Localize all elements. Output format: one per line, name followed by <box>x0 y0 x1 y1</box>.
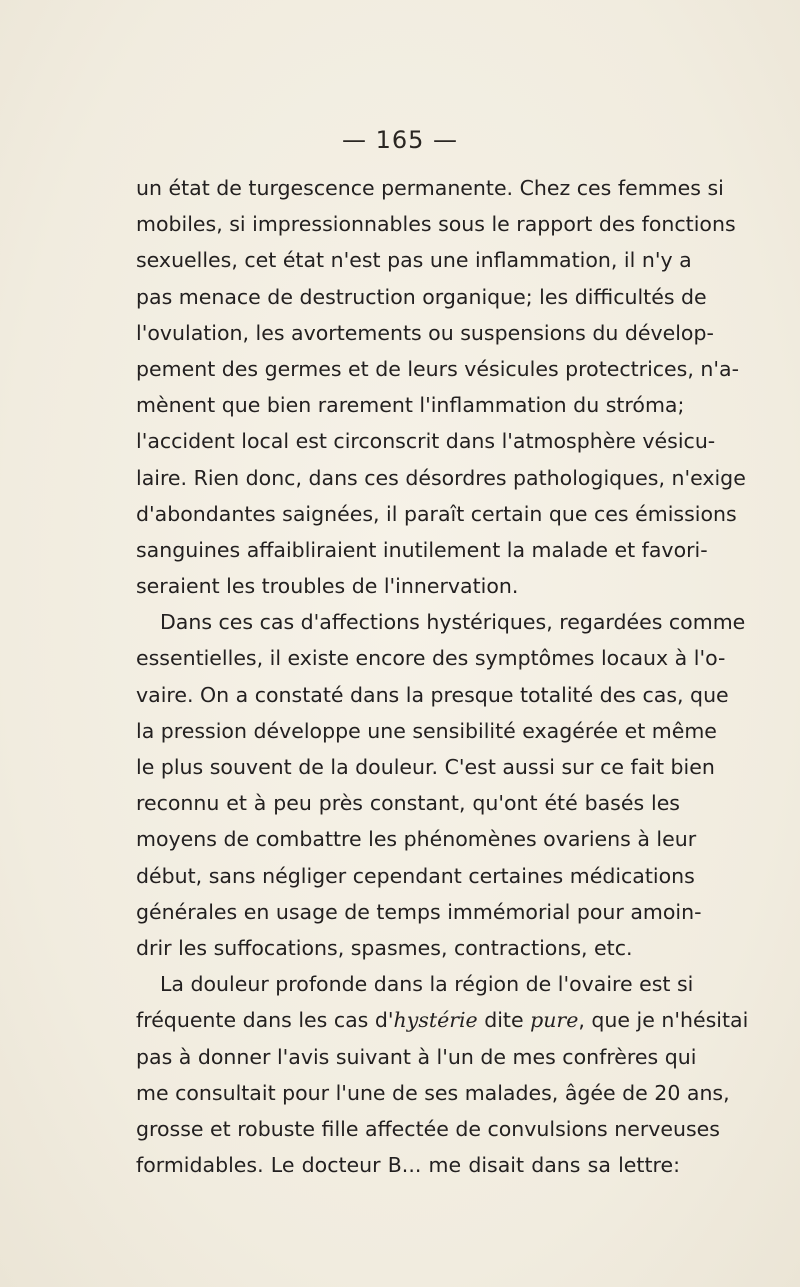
text-line <box>136 894 702 930</box>
text-line <box>136 532 708 568</box>
text-line <box>136 677 729 713</box>
text-segment: fréquente dans les cas d' <box>136 1008 394 1033</box>
text-segment: La douleur profonde dans la région de l'ovaire est si <box>160 972 694 997</box>
text-segment: sanguines affaibliraient inutilement la malade et favori- <box>136 537 708 562</box>
text-line <box>136 821 697 857</box>
text-line <box>136 351 739 387</box>
text-segment: sexuelles, cet état n'est pas une inflammation, il n'y a <box>136 248 692 273</box>
italic-text: pure <box>530 1008 579 1033</box>
italic-text: hystérie <box>393 1008 478 1033</box>
text-segment: générales en usage de temps immémorial pour amoin- <box>136 899 702 924</box>
text-segment: moyens de combattre les phénomènes ovariens à leur <box>136 827 697 852</box>
text-segment: mènent que bien rarement l'inflammation du stróma; <box>136 393 685 418</box>
text-line <box>136 713 717 749</box>
text-line <box>136 423 716 459</box>
text-segment: grosse et robuste fille affectée de convulsions nerveuses <box>136 1116 720 1141</box>
text-segment: formidables. Le docteur B... me disait dans sa lettre: <box>136 1153 680 1178</box>
text-segment: la pression développe une sensibilité exagérée et même <box>136 718 717 743</box>
text-segment: Dans ces cas d'affections hystériques, regardées comme <box>160 610 746 635</box>
text-segment: vaire. On a constaté dans la presque totalité des cas, que <box>136 682 729 707</box>
text-segment: seraient les troubles de l'innervation. <box>136 574 519 599</box>
text-line <box>136 1075 730 1111</box>
text-segment: d'abondantes saignées, il paraît certain que ces émissions <box>136 501 737 526</box>
text-line <box>136 749 715 785</box>
text-segment: mobiles, si impressionnables sous le rapport des fonctions <box>136 212 736 237</box>
text-segment: pas menace de destruction organique; les difficultés de <box>136 284 707 309</box>
text-line <box>136 170 724 206</box>
text-line <box>136 930 680 966</box>
text-line <box>136 496 737 532</box>
text-line <box>136 568 680 604</box>
text-line <box>136 387 685 423</box>
text-segment: drir les suffocations, spasmes, contractions, etc. <box>136 935 633 960</box>
text-line <box>136 1111 720 1147</box>
text-segment: pas à donner l'avis suivant à l'un de mes confrères qui <box>136 1044 697 1069</box>
text-segment: reconnu et à peu près constant, qu'ont été basés les <box>136 791 680 816</box>
text-segment: laire. Rien donc, dans ces désordres pathologiques, n'exige <box>136 465 746 490</box>
text-line <box>136 279 707 315</box>
text-line <box>136 966 694 1002</box>
text-line <box>136 785 680 821</box>
text-line <box>136 1002 749 1038</box>
text-line <box>136 1039 697 1075</box>
text-line <box>136 1147 680 1183</box>
text-segment: pement des germes et de leurs vésicules protectrices, n'a- <box>136 356 739 381</box>
text-segment: un état de turgescence permanente. Chez ces femmes si <box>136 176 724 200</box>
page-number: — 165 — <box>341 126 459 154</box>
text-segment: le plus souvent de la douleur. C'est aussi sur ce fait bien <box>136 755 715 779</box>
text-line <box>136 242 692 278</box>
text-segment: l'ovulation, les avortements ou suspensions du dévelop- <box>136 320 714 345</box>
text-segment: , que je n'hésitai <box>578 1008 749 1033</box>
text-line <box>136 858 695 894</box>
text-segment: essentielles, il existe encore des symptômes locaux à l'o- <box>136 646 726 671</box>
text-line <box>136 206 736 242</box>
text-segment: l'accident local est circonscrit dans l'atmosphère vésicu- <box>136 429 716 454</box>
text-line <box>136 460 746 496</box>
text-line <box>136 640 726 676</box>
text-segment: début, sans négliger cependant certaines médications <box>136 863 695 888</box>
text-segment: dite <box>477 1008 531 1033</box>
text-segment: me consultait pour l'une de ses malades, âgée de 20 ans, <box>136 1080 730 1105</box>
text-line <box>136 604 746 640</box>
body-text <box>136 170 749 1183</box>
text-line <box>136 315 714 351</box>
